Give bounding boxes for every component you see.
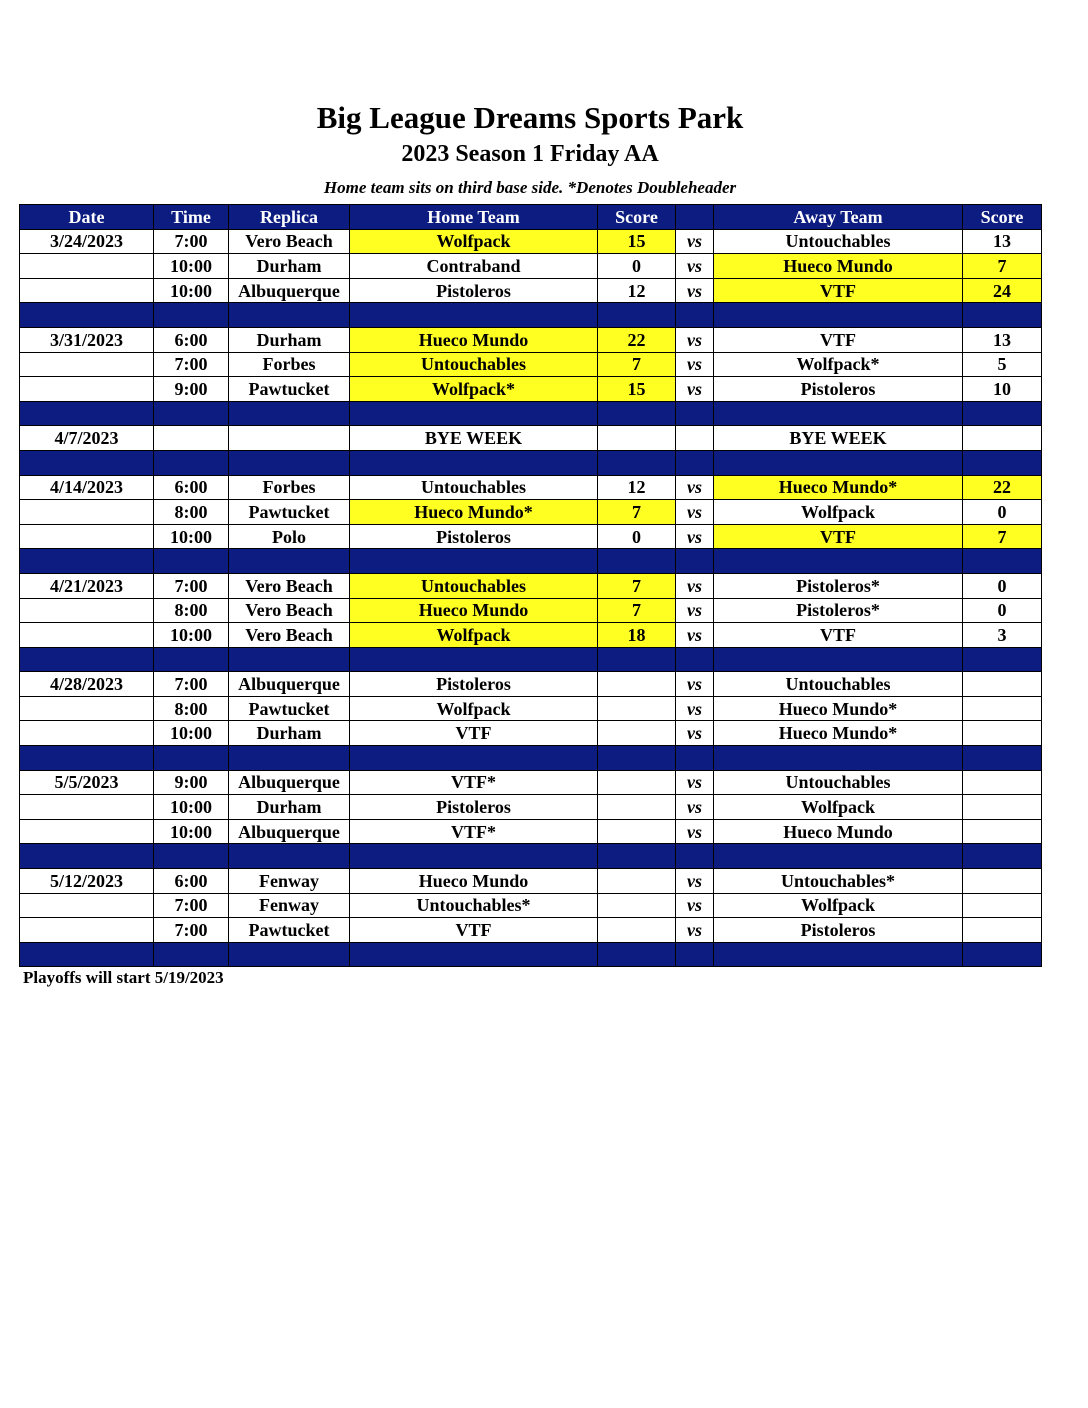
time-cell: 10:00 <box>154 254 229 279</box>
replica-cell: Albuquerque <box>229 770 350 795</box>
separator-cell <box>598 549 676 574</box>
game-row <box>20 696 1042 721</box>
separator-cell <box>350 647 598 672</box>
home-team-cell: Wolfpack <box>350 696 598 721</box>
replica-cell: Fenway <box>229 869 350 894</box>
away-team-cell: BYE WEEK <box>714 426 963 451</box>
away-team-cell: VTF <box>714 524 963 549</box>
date-cell: 5/5/2023 <box>20 770 154 795</box>
away-score-cell: 3 <box>963 623 1042 648</box>
column-header-home-score: Score <box>598 205 676 230</box>
playoffs-note: Playoffs will start 5/19/2023 <box>23 968 224 987</box>
away-team-cell: Hueco Mundo* <box>714 696 963 721</box>
page-title: Big League Dreams Sports Park <box>316 100 744 135</box>
replica-cell: Durham <box>229 327 350 352</box>
time-cell: 8:00 <box>154 598 229 623</box>
separator-cell <box>229 942 350 967</box>
replica-cell: Pawtucket <box>229 918 350 943</box>
date-cell <box>20 623 154 648</box>
game-row <box>20 869 1042 894</box>
time-cell: 7:00 <box>154 352 229 377</box>
separator-cell <box>963 746 1042 771</box>
week-separator-row <box>20 401 1042 426</box>
replica-cell: Polo <box>229 524 350 549</box>
away-score-cell <box>963 918 1042 943</box>
vs-cell: vs <box>676 598 714 623</box>
date-cell <box>20 721 154 746</box>
home-team-cell: Pistoleros <box>350 795 598 820</box>
page-subtitle: 2023 Season 1 Friday AA <box>401 141 659 167</box>
home-team-cell: Hueco Mundo <box>350 598 598 623</box>
vs-cell: vs <box>676 278 714 303</box>
separator-cell <box>350 844 598 869</box>
home-team-cell: BYE WEEK <box>350 426 598 451</box>
separator-cell <box>676 746 714 771</box>
replica-cell: Albuquerque <box>229 278 350 303</box>
away-score-cell: 22 <box>963 475 1042 500</box>
game-row <box>20 623 1042 648</box>
away-score-cell <box>963 869 1042 894</box>
vs-cell: vs <box>676 869 714 894</box>
week-separator-row <box>20 303 1042 328</box>
time-cell: 10:00 <box>154 278 229 303</box>
time-cell: 10:00 <box>154 819 229 844</box>
vs-cell: vs <box>676 377 714 402</box>
home-team-cell: Untouchables <box>350 475 598 500</box>
game-row <box>20 819 1042 844</box>
time-cell: 7:00 <box>154 672 229 697</box>
separator-cell <box>20 942 154 967</box>
home-score-cell: 7 <box>598 598 676 623</box>
separator-cell <box>20 401 154 426</box>
home-team-cell: Wolfpack <box>350 229 598 254</box>
away-score-cell <box>963 795 1042 820</box>
separator-cell <box>676 647 714 672</box>
home-team-cell: Pistoleros <box>350 672 598 697</box>
time-cell: 7:00 <box>154 229 229 254</box>
separator-cell <box>154 942 229 967</box>
date-cell: 4/14/2023 <box>20 475 154 500</box>
separator-cell <box>963 549 1042 574</box>
away-team-cell: Wolfpack <box>714 893 963 918</box>
home-team-cell: Pistoleros <box>350 524 598 549</box>
game-row <box>20 352 1042 377</box>
home-team-cell: Hueco Mundo <box>350 869 598 894</box>
vs-cell: vs <box>676 623 714 648</box>
vs-cell <box>676 426 714 451</box>
separator-cell <box>676 303 714 328</box>
home-team-cell: Wolfpack <box>350 623 598 648</box>
replica-cell: Forbes <box>229 352 350 377</box>
separator-cell <box>350 450 598 475</box>
table-header-row <box>20 205 1042 230</box>
game-row <box>20 254 1042 279</box>
separator-cell <box>350 746 598 771</box>
time-cell <box>154 426 229 451</box>
vs-cell: vs <box>676 672 714 697</box>
game-row <box>20 278 1042 303</box>
home-score-cell: 15 <box>598 229 676 254</box>
column-header-date: Date <box>20 205 154 230</box>
separator-cell <box>963 401 1042 426</box>
separator-cell <box>229 844 350 869</box>
away-team-cell: Pistoleros* <box>714 573 963 598</box>
separator-cell <box>20 844 154 869</box>
column-header-away-team: Away Team <box>714 205 963 230</box>
date-cell: 3/24/2023 <box>20 229 154 254</box>
separator-cell <box>20 303 154 328</box>
away-score-cell <box>963 721 1042 746</box>
game-row <box>20 475 1042 500</box>
game-row <box>20 672 1042 697</box>
game-row <box>20 893 1042 918</box>
vs-cell: vs <box>676 327 714 352</box>
away-team-cell: Untouchables <box>714 672 963 697</box>
column-header-vs <box>676 205 714 230</box>
separator-cell <box>714 303 963 328</box>
replica-cell: Vero Beach <box>229 229 350 254</box>
schedule-note: Home team sits on third base side. *Denotes Doubleheader <box>323 178 737 197</box>
date-cell <box>20 377 154 402</box>
away-team-cell: Wolfpack* <box>714 352 963 377</box>
replica-cell: Durham <box>229 254 350 279</box>
column-header-home-team: Home Team <box>350 205 598 230</box>
separator-cell <box>154 401 229 426</box>
separator-cell <box>229 450 350 475</box>
vs-cell: vs <box>676 696 714 721</box>
game-row <box>20 918 1042 943</box>
week-separator-row <box>20 647 1042 672</box>
separator-cell <box>676 942 714 967</box>
date-cell: 4/28/2023 <box>20 672 154 697</box>
home-score-cell <box>598 869 676 894</box>
replica-cell: Vero Beach <box>229 573 350 598</box>
replica-cell: Forbes <box>229 475 350 500</box>
game-row <box>20 327 1042 352</box>
replica-cell: Vero Beach <box>229 598 350 623</box>
separator-cell <box>598 844 676 869</box>
time-cell: 10:00 <box>154 623 229 648</box>
separator-cell <box>714 647 963 672</box>
date-cell <box>20 278 154 303</box>
separator-cell <box>229 549 350 574</box>
away-score-cell <box>963 819 1042 844</box>
away-score-cell: 7 <box>963 524 1042 549</box>
away-score-cell: 13 <box>963 229 1042 254</box>
home-team-cell: VTF <box>350 918 598 943</box>
time-cell: 10:00 <box>154 721 229 746</box>
replica-cell <box>229 426 350 451</box>
game-row <box>20 377 1042 402</box>
home-score-cell <box>598 696 676 721</box>
away-team-cell: Pistoleros <box>714 377 963 402</box>
separator-cell <box>598 303 676 328</box>
separator-cell <box>229 746 350 771</box>
vs-cell: vs <box>676 352 714 377</box>
away-team-cell: VTF <box>714 327 963 352</box>
week-separator-row <box>20 450 1042 475</box>
time-cell: 8:00 <box>154 696 229 721</box>
home-score-cell <box>598 893 676 918</box>
separator-cell <box>350 942 598 967</box>
date-cell: 3/31/2023 <box>20 327 154 352</box>
column-header-time: Time <box>154 205 229 230</box>
away-score-cell <box>963 770 1042 795</box>
home-team-cell: Wolfpack* <box>350 377 598 402</box>
separator-cell <box>350 549 598 574</box>
home-score-cell: 7 <box>598 573 676 598</box>
separator-cell <box>714 942 963 967</box>
home-score-cell <box>598 918 676 943</box>
separator-cell <box>154 844 229 869</box>
separator-cell <box>714 844 963 869</box>
away-team-cell: Pistoleros <box>714 918 963 943</box>
separator-cell <box>676 401 714 426</box>
away-score-cell: 24 <box>963 278 1042 303</box>
separator-cell <box>714 401 963 426</box>
separator-cell <box>154 746 229 771</box>
replica-cell: Fenway <box>229 893 350 918</box>
vs-cell: vs <box>676 500 714 525</box>
home-score-cell: 15 <box>598 377 676 402</box>
game-row <box>20 795 1042 820</box>
column-header-away-score: Score <box>963 205 1042 230</box>
away-team-cell: Untouchables* <box>714 869 963 894</box>
replica-cell: Pawtucket <box>229 696 350 721</box>
separator-cell <box>229 303 350 328</box>
vs-cell: vs <box>676 573 714 598</box>
away-score-cell: 10 <box>963 377 1042 402</box>
game-row <box>20 426 1042 451</box>
time-cell: 10:00 <box>154 524 229 549</box>
home-score-cell: 18 <box>598 623 676 648</box>
separator-cell <box>963 942 1042 967</box>
date-cell <box>20 352 154 377</box>
separator-cell <box>676 549 714 574</box>
separator-cell <box>154 450 229 475</box>
home-score-cell: 7 <box>598 352 676 377</box>
separator-cell <box>20 549 154 574</box>
away-score-cell <box>963 893 1042 918</box>
vs-cell: vs <box>676 254 714 279</box>
replica-cell: Durham <box>229 795 350 820</box>
separator-cell <box>714 746 963 771</box>
date-cell <box>20 254 154 279</box>
time-cell: 6:00 <box>154 475 229 500</box>
separator-cell <box>598 647 676 672</box>
home-score-cell: 12 <box>598 278 676 303</box>
separator-cell <box>963 450 1042 475</box>
game-row <box>20 573 1042 598</box>
replica-cell: Pawtucket <box>229 500 350 525</box>
away-team-cell: Pistoleros* <box>714 598 963 623</box>
schedule-table <box>19 204 1042 967</box>
away-team-cell: VTF <box>714 278 963 303</box>
home-score-cell: 12 <box>598 475 676 500</box>
home-team-cell: Contraband <box>350 254 598 279</box>
time-cell: 10:00 <box>154 795 229 820</box>
separator-cell <box>963 303 1042 328</box>
away-score-cell <box>963 426 1042 451</box>
home-score-cell <box>598 770 676 795</box>
home-score-cell <box>598 721 676 746</box>
time-cell: 6:00 <box>154 327 229 352</box>
away-score-cell: 13 <box>963 327 1042 352</box>
replica-cell: Albuquerque <box>229 819 350 844</box>
vs-cell: vs <box>676 819 714 844</box>
home-team-cell: Untouchables <box>350 352 598 377</box>
home-team-cell: Pistoleros <box>350 278 598 303</box>
away-score-cell: 0 <box>963 500 1042 525</box>
home-score-cell <box>598 819 676 844</box>
home-team-cell: VTF <box>350 721 598 746</box>
time-cell: 9:00 <box>154 770 229 795</box>
separator-cell <box>598 450 676 475</box>
away-score-cell: 0 <box>963 573 1042 598</box>
replica-cell: Pawtucket <box>229 377 350 402</box>
week-separator-row <box>20 844 1042 869</box>
away-team-cell: Wolfpack <box>714 500 963 525</box>
separator-cell <box>714 450 963 475</box>
time-cell: 7:00 <box>154 573 229 598</box>
home-score-cell <box>598 672 676 697</box>
date-cell <box>20 524 154 549</box>
separator-cell <box>20 450 154 475</box>
home-team-cell: VTF* <box>350 770 598 795</box>
separator-cell <box>229 401 350 426</box>
separator-cell <box>598 746 676 771</box>
vs-cell: vs <box>676 524 714 549</box>
time-cell: 7:00 <box>154 918 229 943</box>
separator-cell <box>20 647 154 672</box>
separator-cell <box>676 844 714 869</box>
separator-cell <box>229 647 350 672</box>
home-score-cell: 0 <box>598 254 676 279</box>
home-score-cell: 0 <box>598 524 676 549</box>
away-team-cell: Untouchables <box>714 770 963 795</box>
away-team-cell: Untouchables <box>714 229 963 254</box>
date-cell <box>20 696 154 721</box>
home-team-cell: VTF* <box>350 819 598 844</box>
date-cell <box>20 795 154 820</box>
separator-cell <box>676 450 714 475</box>
home-score-cell: 7 <box>598 500 676 525</box>
column-header-replica: Replica <box>229 205 350 230</box>
separator-cell <box>598 942 676 967</box>
date-cell <box>20 893 154 918</box>
time-cell: 6:00 <box>154 869 229 894</box>
week-separator-row <box>20 942 1042 967</box>
separator-cell <box>963 844 1042 869</box>
date-cell <box>20 819 154 844</box>
date-cell <box>20 500 154 525</box>
vs-cell: vs <box>676 770 714 795</box>
separator-cell <box>714 549 963 574</box>
time-cell: 8:00 <box>154 500 229 525</box>
date-cell: 4/7/2023 <box>20 426 154 451</box>
date-cell: 5/12/2023 <box>20 869 154 894</box>
vs-cell: vs <box>676 475 714 500</box>
game-row <box>20 770 1042 795</box>
separator-cell <box>20 746 154 771</box>
away-score-cell: 5 <box>963 352 1042 377</box>
home-team-cell: Untouchables <box>350 573 598 598</box>
away-team-cell: VTF <box>714 623 963 648</box>
replica-cell: Vero Beach <box>229 623 350 648</box>
game-row <box>20 721 1042 746</box>
home-score-cell <box>598 795 676 820</box>
game-row <box>20 524 1042 549</box>
separator-cell <box>598 401 676 426</box>
time-cell: 7:00 <box>154 893 229 918</box>
separator-cell <box>350 303 598 328</box>
time-cell: 9:00 <box>154 377 229 402</box>
vs-cell: vs <box>676 893 714 918</box>
vs-cell: vs <box>676 229 714 254</box>
date-cell <box>20 598 154 623</box>
separator-cell <box>154 549 229 574</box>
replica-cell: Albuquerque <box>229 672 350 697</box>
separator-cell <box>154 303 229 328</box>
date-cell: 4/21/2023 <box>20 573 154 598</box>
away-team-cell: Wolfpack <box>714 795 963 820</box>
away-team-cell: Hueco Mundo* <box>714 721 963 746</box>
replica-cell: Durham <box>229 721 350 746</box>
game-row <box>20 500 1042 525</box>
away-team-cell: Hueco Mundo <box>714 254 963 279</box>
separator-cell <box>154 647 229 672</box>
week-separator-row <box>20 746 1042 771</box>
date-cell <box>20 918 154 943</box>
vs-cell: vs <box>676 918 714 943</box>
away-score-cell <box>963 672 1042 697</box>
game-row <box>20 598 1042 623</box>
away-score-cell <box>963 696 1042 721</box>
home-score-cell: 22 <box>598 327 676 352</box>
away-team-cell: Hueco Mundo <box>714 819 963 844</box>
separator-cell <box>350 401 598 426</box>
home-team-cell: Untouchables* <box>350 893 598 918</box>
week-separator-row <box>20 549 1042 574</box>
away-team-cell: Hueco Mundo* <box>714 475 963 500</box>
away-score-cell: 0 <box>963 598 1042 623</box>
vs-cell: vs <box>676 721 714 746</box>
vs-cell: vs <box>676 795 714 820</box>
separator-cell <box>963 647 1042 672</box>
game-row <box>20 229 1042 254</box>
home-team-cell: Hueco Mundo* <box>350 500 598 525</box>
home-team-cell: Hueco Mundo <box>350 327 598 352</box>
away-score-cell: 7 <box>963 254 1042 279</box>
home-score-cell <box>598 426 676 451</box>
